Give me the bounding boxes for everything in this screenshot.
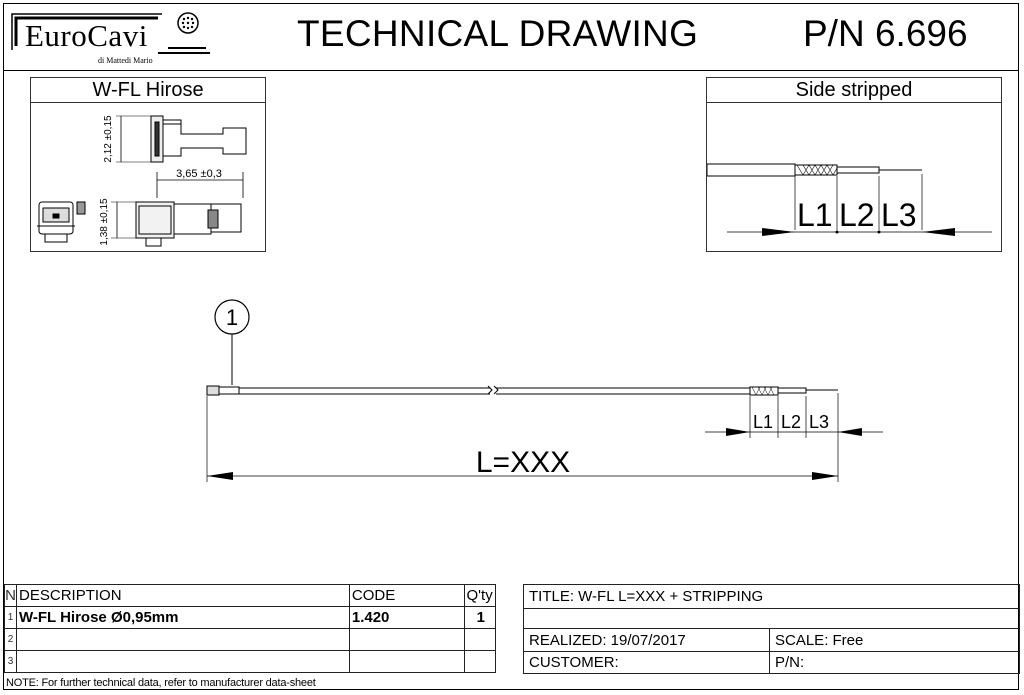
bom-row-description: W-FL Hirose Ø0,95mm [17,607,350,629]
company-logo [8,8,213,63]
table-row [5,607,496,629]
main-strip-label-l2: L2 [781,412,802,432]
bom-row-qty [464,651,495,673]
bom-row-code [349,629,464,651]
main-cable-drawing [0,290,1024,490]
bom-header-code: CODE [349,585,464,607]
length-label: L=XXX [475,446,571,479]
bom-row-n: 1 [5,607,17,629]
connector-drawing [31,102,265,252]
bom-row-qty [464,629,495,651]
bom-header-row [5,585,496,607]
dim-length-label: 3,65 ±0,3 [176,168,222,180]
title-block-scale: SCALE: Free [770,629,1020,652]
dim-height-label: 2,12 ±0,15 [103,115,114,163]
footer-note: NOTE: For further technical data, refer to manufacturer data-sheet [6,677,316,689]
connector-detail-panel [30,77,266,252]
main-strip-label-l3: L3 [809,412,830,432]
table-row [5,651,496,673]
bill-of-materials [4,584,496,673]
bom-row-n: 3 [5,651,17,673]
table-row [5,629,496,651]
logo-subtitle: di Mattedi Mario [98,56,153,65]
bom-row-code [349,651,464,673]
title-block-title: TITLE: W-FL L=XXX + STRIPPING [524,585,1020,609]
bom-header-description: DESCRIPTION [17,585,350,607]
part-number: P/N 6.696 [803,13,968,54]
bom-header-n: N [5,585,17,607]
dim-thickness-label: 1,38 ±0,15 [99,198,110,246]
strip-label-l2: L2 [839,197,875,233]
side-stripped-panel [706,77,1002,252]
main-strip-label-l1: L1 [753,412,774,432]
title-block-customer: CUSTOMER: [524,652,770,674]
stripped-cable-drawing [707,102,1001,252]
logo-wordmark: EuroCavi [25,18,148,53]
bom-row-description [17,629,350,651]
strip-label-l1: L1 [797,197,833,233]
title-block [523,584,1020,674]
bom-row-description [17,651,350,673]
bom-header-qty: Q'ty [464,585,495,607]
bom-row-n: 2 [5,629,17,651]
connector-panel-title: W-FL Hirose [31,78,265,103]
title-block-realized: REALIZED: 19/07/2017 [524,629,770,652]
bom-row-qty: 1 [464,607,495,629]
item-balloon-number: 1 [225,305,239,330]
title-block-spacer [524,609,1020,629]
header-divider [3,70,1019,71]
title-block-pn: P/N: [770,652,1020,674]
strip-label-l3: L3 [881,197,917,233]
drawing-title: TECHNICAL DRAWING [297,13,699,54]
strip-panel-title: Side stripped [707,78,1001,103]
bom-row-code: 1.420 [349,607,464,629]
